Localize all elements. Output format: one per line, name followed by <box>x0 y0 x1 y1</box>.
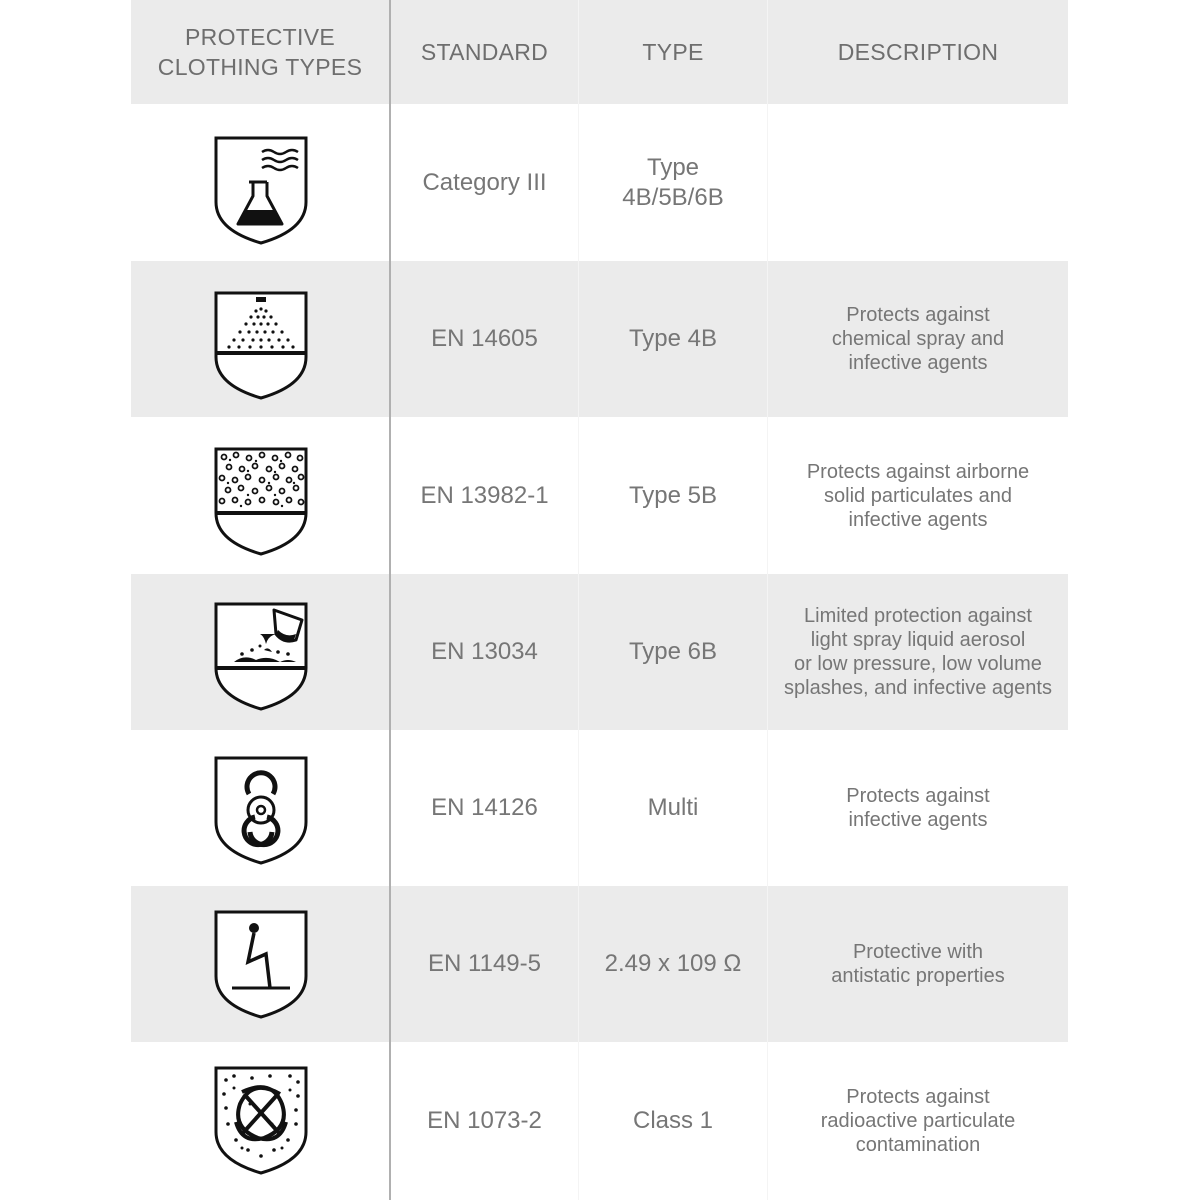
description-line: light spray liquid aerosol <box>810 629 1026 651</box>
description-cell <box>768 1042 1068 1200</box>
header-clothing-types <box>131 0 389 104</box>
description-cell <box>768 417 1068 574</box>
description-line: infective agents <box>848 508 988 531</box>
header-clothing-types-line2: CLOTHING TYPES <box>157 54 363 80</box>
table-row <box>131 417 1068 574</box>
description-cell <box>768 261 1068 417</box>
description-line: solid particulates and <box>824 484 1012 507</box>
antistatic-shield-icon <box>212 908 310 1020</box>
standard-cell: EN 14126 <box>431 794 538 821</box>
standard-cell: EN 1073-2 <box>427 1107 542 1134</box>
description-line: or low pressure, low volume <box>794 653 1042 675</box>
particulate-shield-icon <box>212 445 310 557</box>
description-cell <box>768 886 1068 1042</box>
type-cell: Multi <box>647 794 699 821</box>
description-cell <box>768 574 1068 730</box>
standard-cell: EN 1149-5 <box>428 950 541 977</box>
column-divider <box>389 0 391 1200</box>
type-line1: Type <box>646 153 700 181</box>
header-standard: STANDARD <box>391 0 578 104</box>
protective-clothing-table <box>131 0 1068 1200</box>
spray-shield-icon <box>212 289 310 401</box>
header-type: TYPE <box>579 0 767 104</box>
standard-cell: EN 14605 <box>431 325 538 352</box>
liquid-splash-shield-icon <box>212 600 310 712</box>
description-line: Protects against <box>846 785 990 807</box>
description-line: radioactive particulate <box>820 1110 1016 1132</box>
header-clothing-types-line1: PROTECTIVE <box>185 24 335 50</box>
description-line: Protects against <box>846 304 990 326</box>
radioactive-particulate-shield-icon <box>212 1064 310 1176</box>
type-cell: 2.49 x 109 Ω <box>604 950 742 977</box>
description-line: Protective with <box>852 941 984 963</box>
type-line2: 4B/5B/6B <box>622 183 724 211</box>
description-line: infective agents <box>848 352 988 374</box>
type-cell: Type 6B <box>628 638 718 665</box>
description-line: Protects against airborne <box>806 460 1030 483</box>
description-cell <box>768 730 1068 886</box>
description-line: Protects against <box>846 1086 990 1108</box>
description-line: infective agents <box>848 809 988 831</box>
table-row <box>131 1042 1068 1200</box>
table-header <box>131 0 1068 104</box>
biohazard-shield-icon <box>212 754 310 866</box>
standard-cell: Category III <box>422 168 547 196</box>
standard-cell: EN 13034 <box>431 638 538 665</box>
table-row <box>131 886 1068 1042</box>
table-row <box>131 730 1068 886</box>
table-row <box>131 261 1068 417</box>
description-cell <box>768 104 1068 261</box>
description-line: splashes, and infective agents <box>784 677 1052 699</box>
table-row <box>131 104 1068 261</box>
description-line: chemical spray and <box>831 328 1005 350</box>
header-description: DESCRIPTION <box>768 0 1068 104</box>
standard-cell: EN 13982-1 <box>420 481 549 509</box>
table-row <box>131 574 1068 730</box>
chemical-flask-shield-icon <box>212 134 310 246</box>
type-cell: Type 5B <box>628 481 718 509</box>
description-line: Limited protection against <box>804 605 1032 627</box>
type-cell: Type 4B <box>628 325 718 352</box>
column-divider <box>578 0 579 1200</box>
type-cell <box>579 104 767 261</box>
column-divider <box>767 0 768 1200</box>
description-line: contamination <box>855 1134 981 1156</box>
type-cell: Class 1 <box>632 1107 714 1134</box>
description-line: antistatic properties <box>831 965 1005 987</box>
